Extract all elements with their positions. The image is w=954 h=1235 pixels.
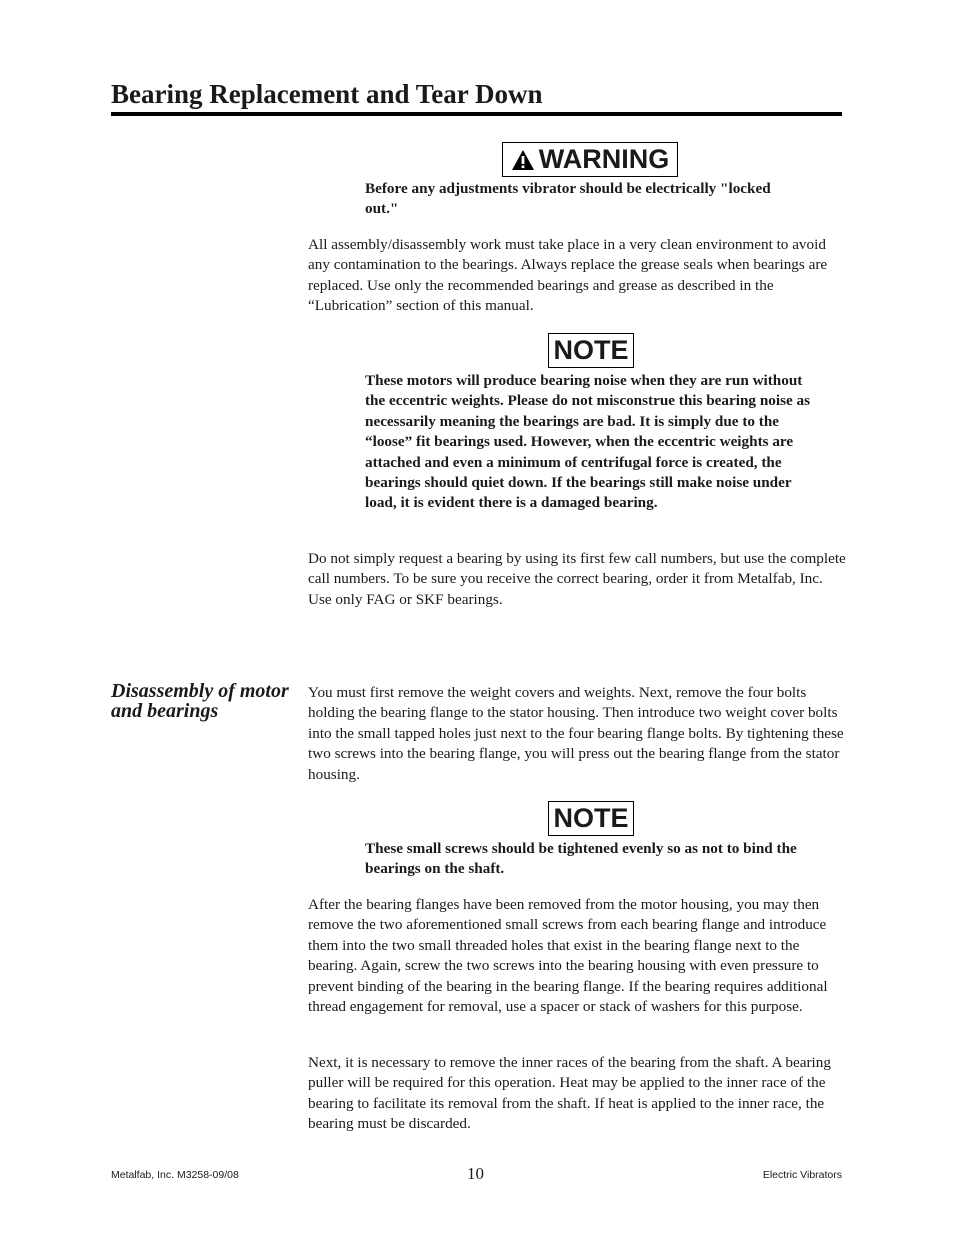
page-number: 10 [467,1164,484,1183]
warning-label: WARNING [538,144,670,174]
disassembly-paragraph-3: Next, it is necessary to remove the inner races of the bearing from the shaft. A bearing puller will be required for this operation. Heat may be applied to the inner race of the bearing to facilitate its removal from the shaft. If heat is applied to the inner race, the bearing must be discarded. [308,1054,831,1133]
disassembly-paragraph-2: After the bearing flanges have been removed from the motor housing, you may then remove the two aforementioned small screws from each bearing flange and introduce them into the two small threaded holes that exist in the bearing flange next to the bearing. Again, screw the two screws into the bearing housing with even pressure to prevent binding of the bearing in the bearing flange. If the bearing requires additional thread engagement for removal, use a spacer or stack of washers for this purpose. [308,896,828,1016]
note-label: NOTE [553,803,629,833]
warning-label-box [502,142,678,177]
disassembly-paragraph-1: You must first remove the weight covers and weights. Next, remove the four bolts holding the bearing flange to the stator housing. Then introduce two weight cover bolts into the small tapped holes just next to the four bearing flange bolts. By tightening these two screws into the bearing flange, you will press out the bearing flange from the stator housing. [308,684,844,783]
title-rule [111,112,842,116]
footer-company: Metalfab, Inc. M3258-09/08 [111,1169,239,1181]
warning-triangle-icon [511,149,535,171]
note-text-1: These motors will produce bearing noise when they are run without the eccentric weights. Please do not misconstrue this bearing noise as necessarily meaning the bearings are bad. It is simply due to the “loose” fit bearings used. However, when the eccentric weights are attached and even a minimum of centrifugal force is created, the bearings should quiet down. If the bearings still make noise under load, it is evident there is a damaged bearing. [365,372,811,512]
note-label-box-1 [548,333,634,368]
intro-paragraph: All assembly/disassembly work must take place in a very clean environment to avoid any contamination to the bearings. Always replace the grease seals when bearings are replaced. Use only the recommended bearings and grease as described in the “Lubrication” section of this manual. [308,236,828,315]
bearing-order-paragraph: Do not simply request a bearing by using its first few call numbers, but use the complete call numbers. To be sure you receive the correct bearing, order it from Metalfab, Inc. Use only FAG or SKF bearings. [308,550,846,608]
page-title: Bearing Replacement and Tear Down [111,79,543,109]
note-label: NOTE [553,335,629,365]
note-label-box-2 [548,801,634,836]
footer-product: Electric Vibrators [762,1169,842,1181]
section-heading-disassembly: Disassembly of motor and bearings [111,680,289,722]
note-text-2: These small screws should be tightened evenly so as not to bind the bearings on the shaft. [365,840,797,878]
warning-text: Before any adjustments vibrator should be electrically "locked out." [365,180,771,218]
